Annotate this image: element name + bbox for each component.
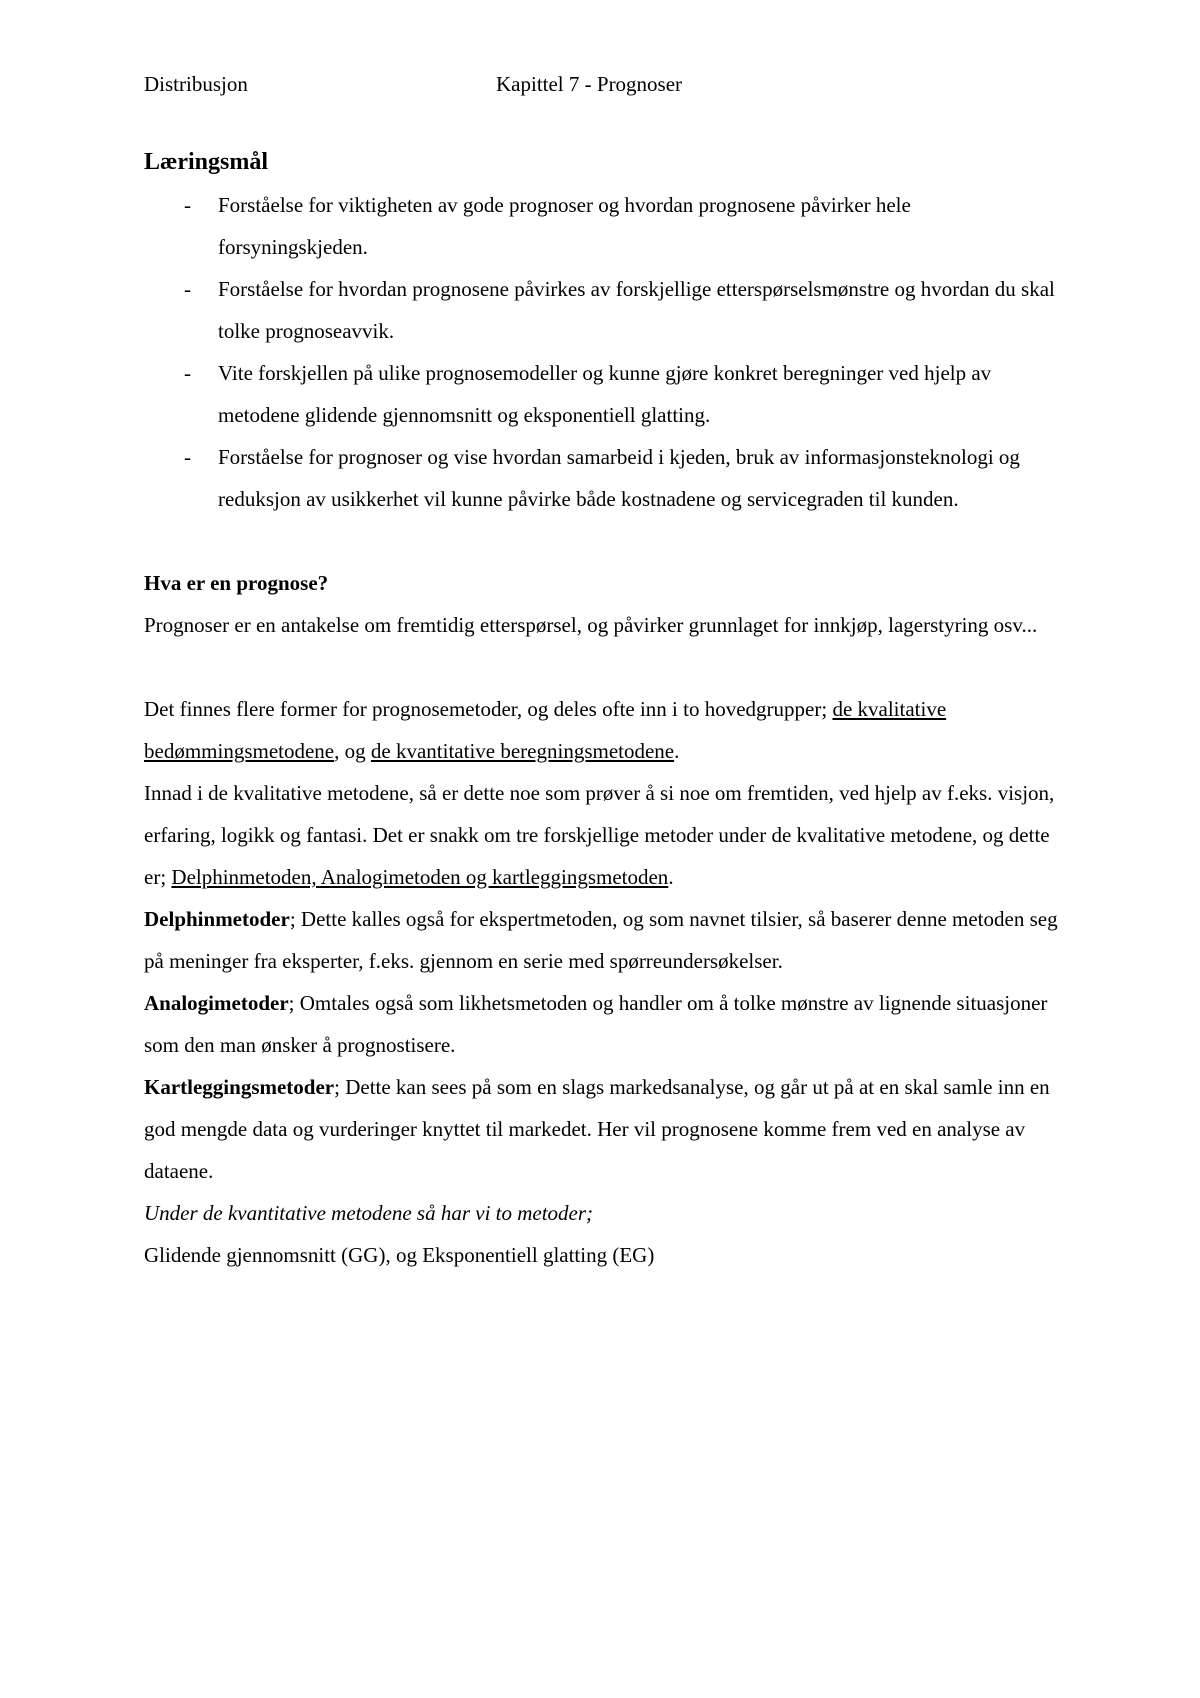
bullet-dash: - bbox=[184, 193, 191, 217]
qualitative-text: Innad i de kvalitative metodene, så er dette noe som prøver å si noe om fremtiden, ved hjelp av f.eks. visjon, erfaring, logikk og fantasi. Det er snakk om tre forskjellige metoder under de kvalitative metodene, og dette er; bbox=[144, 781, 1055, 889]
page-header bbox=[144, 72, 1044, 102]
qualitative-method-names: Delphinmetoden, Analogimetoden og kartleggingsmetoden bbox=[171, 865, 669, 889]
mapping-term: Kartleggingsmetoder bbox=[144, 1075, 335, 1099]
quantitative-intro: Under de kvantitative metodene så har vi to metoder; bbox=[144, 1201, 594, 1225]
bullet-dash: - bbox=[184, 361, 191, 385]
methods-intro-text: Det finnes flere former for prognosemetoder, og deles ofte inn i to hovedgrupper; bbox=[144, 697, 833, 721]
delphi-term: Delphinmetoder bbox=[144, 907, 290, 931]
header-chapter: Kapittel 7 - Prognoser bbox=[496, 72, 683, 96]
methods-intro-end: . bbox=[674, 739, 680, 763]
list-item-text: Forståelse for hvordan prognosene påvirkes av forskjellige etterspørselsmønstre og hvordan du skal tolke prognoseavvik. bbox=[218, 277, 1055, 343]
analogy-term: Analogimetoder bbox=[144, 991, 289, 1015]
learning-goals-list bbox=[144, 184, 1064, 520]
what-is-paragraph: Prognoser er en antakelse om fremtidig etterspørsel, og påvirker grunnlaget for innkjøp, lagerstyring osv... bbox=[144, 613, 1038, 637]
list-item-text: Forståelse for viktigheten av gode prognoser og hvordan prognosene påvirker hele forsyningskjeden. bbox=[218, 193, 911, 259]
list-item bbox=[144, 352, 1064, 436]
mapping-text: ; Dette kan sees på som en slags markedsanalyse, og går ut på at en skal samle inn en god mengde data og vurderinger knyttet til markedet. Her vil prognosene komme frem ved en analyse av dataene. bbox=[144, 1075, 1050, 1183]
learning-goals-heading: Læringsmål bbox=[144, 149, 269, 175]
methods-intro-paragraph bbox=[144, 688, 1064, 772]
analogy-paragraph bbox=[144, 982, 1064, 1066]
list-item-text: Vite forskjellen på ulike prognosemodeller og kunne gjøre konkret beregninger ved hjelp av metodene glidende gjennomsnitt og eksponentiell glatting. bbox=[218, 361, 992, 427]
quantitative-methods-term: de kvantitative beregningsmetodene bbox=[370, 739, 675, 763]
delphi-paragraph bbox=[144, 898, 1064, 982]
analogy-text: ; Omtales også som likhetsmetoden og handler om å tolke mønstre av lignende situasjoner som den man ønsker å prognostisere. bbox=[144, 991, 1048, 1057]
list-item bbox=[144, 268, 1064, 352]
qualitative-methods-term: de kvalitative bedømmingsmetodene bbox=[144, 697, 947, 763]
mapping-paragraph bbox=[144, 1066, 1064, 1192]
delphi-text: ; Dette kalles også for ekspertmetoden, og som navnet tilsier, så baserer denne metoden seg på meninger fra eksperter, f.eks. gjennom en serie med spørreundersøkelser. bbox=[144, 907, 1058, 973]
document-body bbox=[144, 146, 1064, 1276]
methods-intro-connector: , og bbox=[334, 739, 371, 763]
list-item bbox=[144, 436, 1064, 520]
list-item bbox=[144, 184, 1064, 268]
header-course: Distribusjon bbox=[144, 72, 248, 96]
qualitative-end: . bbox=[668, 865, 674, 889]
spacer bbox=[144, 520, 1064, 562]
qualitative-paragraph bbox=[144, 772, 1064, 898]
bullet-dash: - bbox=[184, 445, 191, 469]
quantitative-methods-list: Glidende gjennomsnitt (GG), og Eksponentiell glatting (EG) bbox=[144, 1243, 655, 1267]
spacer bbox=[144, 646, 1064, 688]
what-is-heading: Hva er en prognose? bbox=[144, 571, 329, 595]
list-item-text: Forståelse for prognoser og vise hvordan samarbeid i kjeden, bruk av informasjonsteknologi og reduksjon av usikkerhet vil kunne påvirke både kostnadene og servicegraden til kunden. bbox=[218, 445, 1020, 511]
bullet-dash: - bbox=[184, 277, 191, 301]
